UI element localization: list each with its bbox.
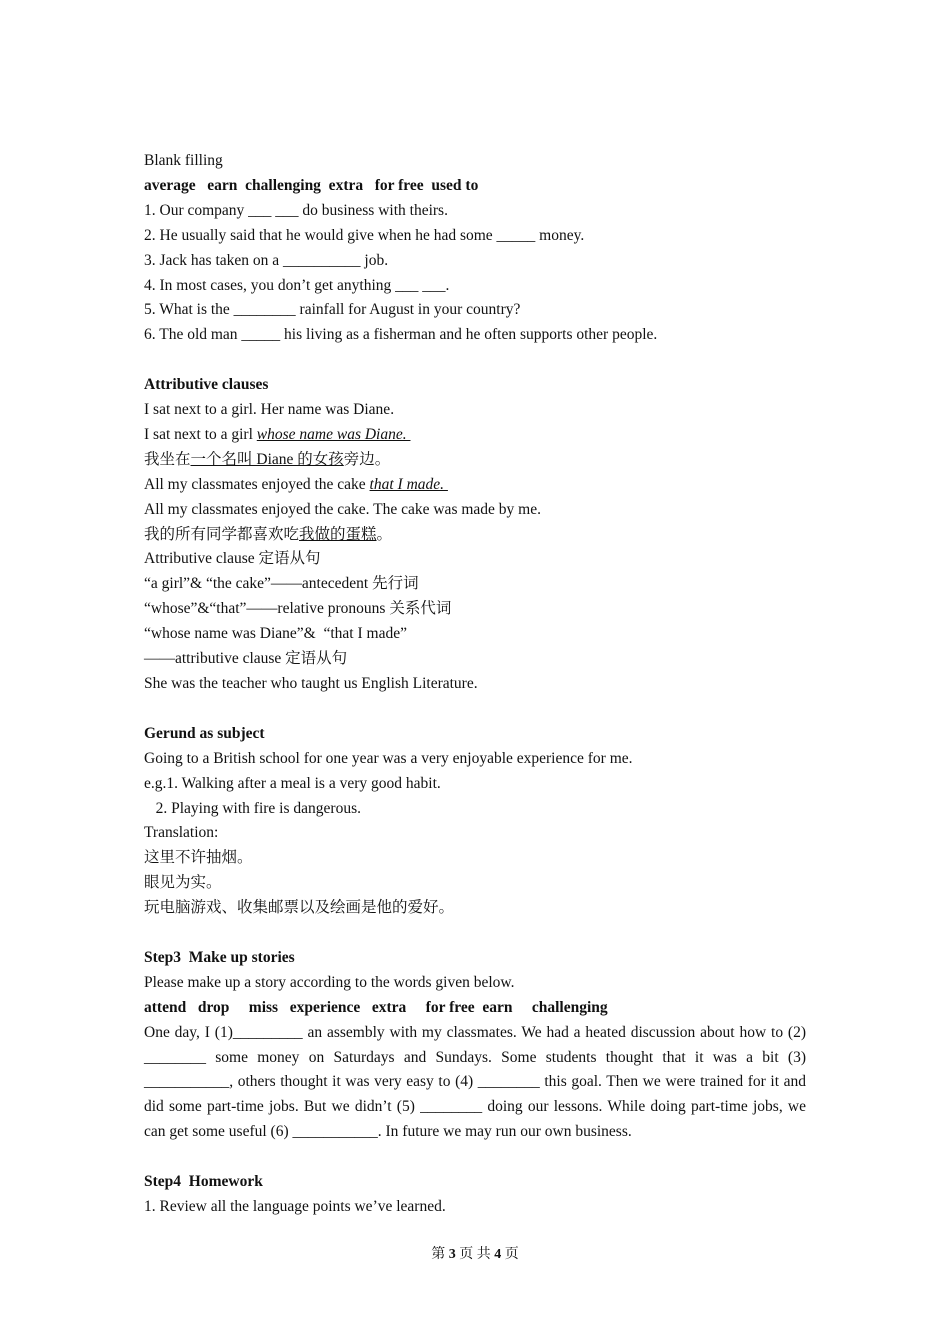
spacer [144, 1145, 806, 1170]
attributive-line-2 [144, 423, 806, 448]
attributive-line-5: All my classmates enjoyed the cake. The cake was made by me. [144, 500, 541, 518]
spacer [144, 348, 806, 373]
attributive-line-7: Attributive clause 定语从句 [144, 550, 321, 568]
attributive-line-10: “whose name was Diane”& “that I made” [144, 625, 407, 643]
attributive-line-3-underlined: 一个名叫 Diane 的女孩 [190, 450, 344, 468]
attributive-line-3 [144, 448, 806, 473]
attributive-line-8: “a girl”& “the cake”——antecedent 先行词 [144, 575, 419, 593]
gerund-line-6: 眼见为实。 [144, 874, 222, 892]
footer-total-pages: 4 [494, 1247, 502, 1262]
page-footer [0, 1245, 950, 1265]
blank-filling-item-3: 3. Jack has taken on a __________ job. [144, 251, 389, 269]
attributive-line-6 [144, 523, 806, 548]
gerund-line-1: Going to a British school for one year was a very enjoyable experience for me. [144, 749, 633, 767]
gerund-line-5: 这里不许抽烟。 [144, 849, 253, 867]
attributive-line-12: She was the teacher who taught us English Literature. [144, 675, 478, 693]
attributive-line-3-post: 旁边。 [343, 450, 391, 468]
step3-instruction: Please make up a story according to the words given below. [144, 973, 515, 991]
gerund-line-4: Translation: [144, 824, 219, 842]
footer-prefix: 第 [431, 1247, 449, 1262]
attributive-line-4-text: All my classmates enjoyed the cake [144, 475, 370, 493]
blank-filling-word-bank: average earn challenging extra for free used to [144, 176, 479, 194]
blank-filling-item-6: 6. The old man _____ his living as a fisherman and he often supports other people. [144, 326, 658, 344]
footer-current-page: 3 [448, 1247, 456, 1262]
attributive-line-1: I sat next to a girl. Her name was Diane. [144, 401, 395, 419]
step4-title: Step4 Homework [144, 1173, 263, 1191]
step3-word-bank: attend drop miss experience extra for free earn challenging [144, 998, 608, 1016]
document-page [144, 149, 806, 1220]
attributive-line-9: “whose”&“that”——relative pronouns 关系代词 [144, 600, 452, 618]
attributive-clause-example-2: that I made. [369, 475, 448, 493]
blank-filling-item-2: 2. He usually said that he would give when he had some _____ money. [144, 226, 585, 244]
attributive-line-3-pre: 我坐在 [144, 450, 191, 468]
attributive-title: Attributive clauses [144, 376, 269, 394]
blank-filling-title: Blank filling [144, 152, 223, 169]
gerund-line-7: 玩电脑游戏、收集邮票以及绘画是他的爱好。 [144, 899, 455, 917]
attributive-line-2-text: I sat next to a girl [144, 425, 257, 443]
footer-middle: 页 共 [455, 1247, 495, 1262]
spacer [144, 697, 806, 722]
blank-filling-item-4: 4. In most cases, you don’t get anything ___ ___. [144, 276, 450, 294]
footer-suffix: 页 [501, 1247, 519, 1262]
attributive-line-6-pre: 我的所有同学都喜欢吃 [144, 525, 300, 543]
attributive-line-6-underlined: 我做的蛋糕 [299, 525, 377, 543]
step4-item-1: 1. Review all the language points we’ve learned. [144, 1198, 446, 1215]
blank-filling-item-1: 1. Our company ___ ___ do business with theirs. [144, 201, 448, 219]
attributive-clause-example-1: whose name was Diane. [256, 425, 411, 443]
gerund-line-3: 2. Playing with fire is dangerous. [144, 799, 361, 817]
blank-filling-item-5: 5. What is the ________ rainfall for August in your country? [144, 301, 521, 319]
step3-story-paragraph: One day, I (1)_________ an assembly with my classmates. We had a heated discussion about how to (2) ________ some money on Saturdays and Sundays. Some students thought that it was a bit (3) ___________, others thought it was very easy to (4) ________ this goal. Then we were trained for it and did some part-time jobs. But we didn’t (5) ________ doing our lessons. While doing part-time jobs, we can get some useful (6) ___________. In future we may run our own business. [144, 1023, 806, 1141]
attributive-line-6-post: 。 [376, 525, 393, 543]
gerund-title: Gerund as subject [144, 724, 265, 742]
step3-title: Step3 Make up stories [144, 948, 295, 966]
gerund-line-2: e.g.1. Walking after a meal is a very good habit. [144, 774, 441, 792]
spacer [144, 921, 806, 946]
attributive-line-11: ——attributive clause 定语从句 [144, 650, 348, 668]
attributive-line-4 [144, 473, 806, 498]
